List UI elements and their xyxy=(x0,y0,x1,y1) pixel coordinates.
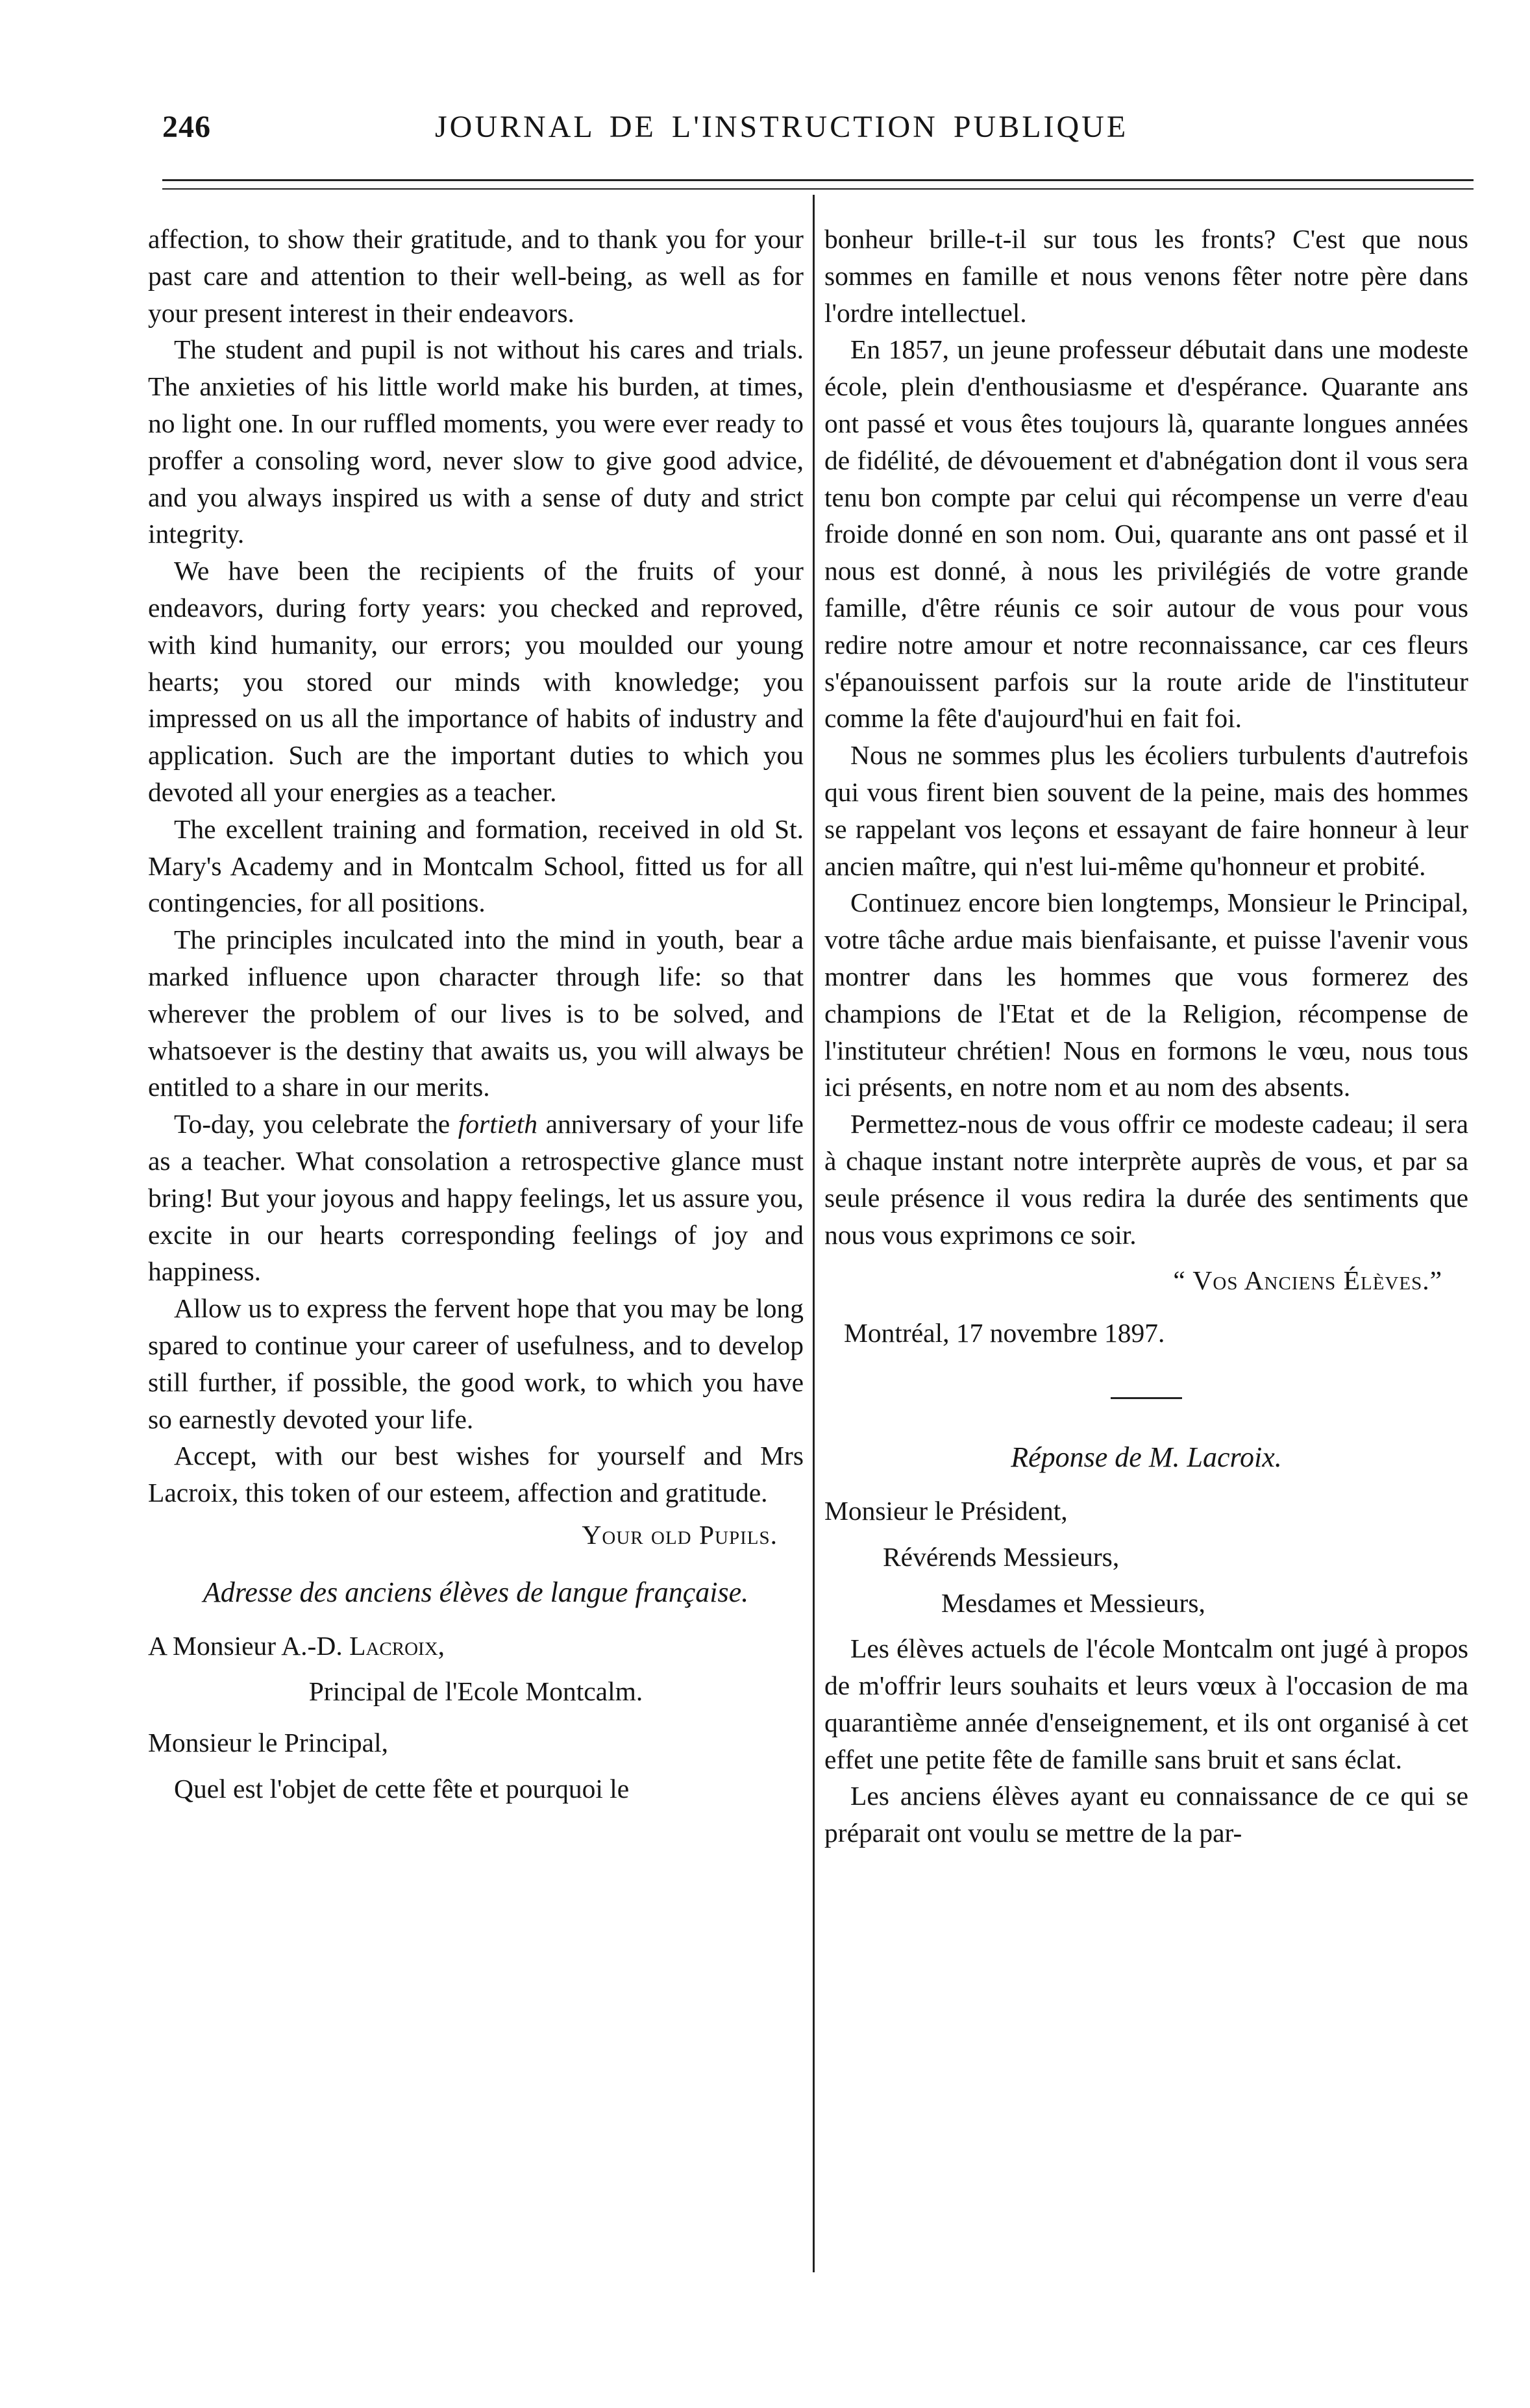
addressee-name: Lacroix, xyxy=(349,1630,445,1661)
paragraph: The principles inculcated into the mind in youth, bear a marked influence upon character through life: so that wherever the problem of our lives is to be solved, and whatsoever is the destiny that awaits us, you will always be entitled to a share in our merits. xyxy=(148,925,804,1102)
paragraph: bonheur brille-t-il sur tous les fronts? C'est que nous sommes en famille et nous venons fêter notre père dans l'ordre intellectuel. xyxy=(824,224,1468,328)
paragraph: The excellent training and formation, received in old St. Mary's Academy and in Montcalm School, fitted us for all contingencies, for all positions. xyxy=(148,813,804,918)
paragraph: We have been the recipients of the fruits of your endeavors, during forty years: you checked and reproved, with kind humanity, our errors; you moulded our young hearts; you stored our minds with knowledge; you impressed on us all the importance of habits of industry and application. Such are the important duties to which you devoted all your energies as a teacher. xyxy=(148,556,804,807)
addressee-prefix: A Monsieur A.-D. xyxy=(148,1630,350,1661)
paragraph-text: anniversary of your life as a teacher. What consolation a retrospective glance must bring! But your joyous and happy feelings, let us assure you, excite in our hearts corresponding feelings of joy and happiness. xyxy=(148,1109,804,1287)
header-rule-bottom xyxy=(162,188,1474,190)
running-title: JOURNAL DE L'INSTRUCTION PUBLIQUE xyxy=(435,110,1129,144)
paragraph: The student and pupil is not without his cares and trials. The anxieties of his little world make his burden, at times, no light one. In our ruffled moments, you were ever ready to proffer a consoling word, never slow to give good advice, and you always inspired us with a sense of duty and strict integrity. xyxy=(148,334,804,549)
header-rule-top xyxy=(162,179,1474,181)
section-title: Adresse des anciens élèves de langue française. xyxy=(203,1576,749,1608)
page-number: 246 xyxy=(162,110,211,144)
paragraph: Continuez encore bien longtemps, Monsieur le Principal, votre tâche ardue mais bienfaisante, et puisse l'avenir vous montrer dans les hommes que vous formerez des champions de l'Etat et de la Religion, récompense de l'instituteur chrétien! Nous en formons le vœu, nous tous ici présents, en notre nom et au nom des absents. xyxy=(824,887,1468,1102)
salutation: Monsieur le Président, xyxy=(824,1495,1068,1526)
column-divider xyxy=(813,195,815,2272)
paragraph: Allow us to express the fervent hope that you may be long spared to continue your career of usefulness, and to develop still further, if possible, the good work, to which you have so earnestly devoted your life. xyxy=(148,1293,804,1434)
right-column xyxy=(824,221,1468,1852)
page-header xyxy=(162,109,1474,155)
emphasis-text: fortieth xyxy=(458,1109,537,1139)
paragraph xyxy=(148,1106,804,1290)
section-divider xyxy=(1111,1397,1182,1399)
signature: “ Vos Anciens Élèves.” xyxy=(1173,1265,1442,1296)
dateline: Montréal, 17 novembre 1897. xyxy=(844,1318,1165,1348)
paragraph: Accept, with our best wishes for yourself and Mrs Lacroix, this token of our esteem, affection and gratitude. xyxy=(148,1441,804,1508)
paragraph-text: To-day, you celebrate the xyxy=(174,1109,458,1139)
paragraph: Quel est l'objet de cette fête et pourquoi le xyxy=(174,1774,630,1804)
salutation: Monsieur le Principal, xyxy=(148,1728,388,1758)
left-column xyxy=(148,221,804,1807)
paragraph: Permettez-nous de vous offrir ce modeste cadeau; il sera à chaque instant notre interprète auprès de vous, et par sa seule présence il vous redira la durée des sentiments que nous vous exprimons ce soir. xyxy=(824,1109,1468,1250)
paragraph: Nous ne sommes plus les écoliers turbulents d'autrefois qui vous firent bien souvent de la peine, mais des hommes se rappelant vos leçons et essayant de faire honneur à leur ancien maître, qui n'est lui-même qu'honneur et probité. xyxy=(824,740,1468,881)
salutation: Révérends Messieurs, xyxy=(883,1541,1120,1572)
paragraph: En 1857, un jeune professeur débutait dans une modeste école, plein d'enthousiasme et d'espérance. Quarante ans ont passé et vous êtes toujours là, quarante longues années de fidélité, de dévouement et d'abnégation dont il vous sera tenu bon compte par celui qui récompense un verre d'eau froide donné en son nom. Oui, quarante ans ont passé et il nous est donné, à nous les privilégiés de votre grande famille, d'être réunis ce soir autour de vous pour vous redire notre amour et notre reconnaissance, car ces fleurs s'épanouissent parfois sur la route aride de l'instituteur comme la fête d'aujourd'hui en fait foi. xyxy=(824,334,1468,734)
signature: Your old Pupils. xyxy=(582,1519,778,1550)
addressee-line xyxy=(148,1628,804,1665)
paragraph: Les élèves actuels de l'école Montcalm ont jugé à propos de m'offrir leurs souhaits et leurs vœux à l'occasion de ma quarantième année d'enseignement, et ils ont organisé à cet effet une petite fête de famille sans bruit et sans éclat. xyxy=(824,1633,1468,1774)
paragraph: affection, to show their gratitude, and to thank you for your past care and attention to their well-being, as well as for your present interest in their endeavors. xyxy=(148,224,804,328)
paragraph: Les anciens élèves ayant eu connaissance de ce qui se préparait ont voulu se mettre de la par- xyxy=(824,1781,1468,1848)
addressee-title: Principal de l'Ecole Montcalm. xyxy=(308,1676,643,1707)
section-title: Réponse de M. Lacroix. xyxy=(1011,1441,1282,1473)
salutation: Mesdames et Messieurs, xyxy=(941,1587,1205,1618)
